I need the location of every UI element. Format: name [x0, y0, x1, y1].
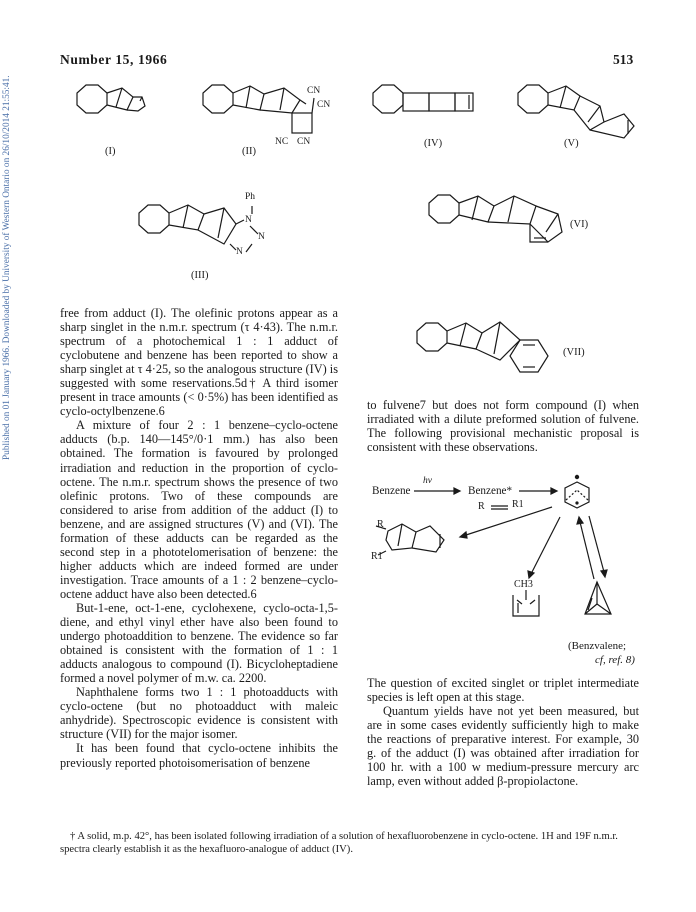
paragraph-quantum-yields: Quantum yields have not yet been measured, but are in some cases evidently sufficiently high to make the reactions of preparative interest. For example, 30 g. of the adduct (I) was obtained after irradiation for 100 hr. with a 100 w medium-pressure mercury arc lamp, even without added β-propiolactone.: [367, 704, 639, 789]
paragraph-other-olefins: But-1-ene, oct-1-ene, cyclohexene, cyclo-octa-1,5-diene, and ethyl vinyl ether have also been found to undergo photoaddition to benzene. The evidence so far obtained is consistent with the formation of 1 : 1 adducts analogous to compound (I). Bicycloheptadiene formed a novel polymer of m.w. ca. 2200.: [60, 600, 338, 686]
scheme-ref: cf, ref. 8): [595, 654, 635, 666]
scheme-adduct-r: R: [377, 519, 384, 530]
label-IV: (IV): [424, 138, 443, 149]
right-column-bottom: [367, 676, 639, 788]
journal-issue: Number 15, 1966: [60, 52, 168, 67]
scheme-benzene-excited: Benzene*: [468, 485, 513, 497]
label-VI: (VI): [570, 219, 589, 230]
label-I: (I): [105, 146, 116, 157]
nitrogen-2: N: [258, 232, 265, 242]
substituent-nc-bottom: NC: [275, 137, 289, 147]
substituent-ph: Ph: [245, 192, 256, 202]
nitrogen-3: N: [236, 247, 243, 257]
paragraph-inhibition: It has been found that cyclo-octene inhibits the previously reported photoisomerisation of benzene: [60, 741, 338, 770]
label-II: (II): [242, 146, 256, 157]
scheme-benzene: Benzene: [372, 485, 411, 497]
scheme-adduct-r1: R1: [371, 551, 383, 562]
scheme-ch3: CH3: [514, 579, 533, 590]
scheme-olefin-r1: R1: [512, 499, 524, 510]
paragraph-excited-state: The question of excited singlet or triplet intermediate species is left open at this stage.: [367, 676, 639, 705]
scheme-benzvalene: (Benzvalene;: [568, 640, 627, 652]
substituent-cn-top: CN: [307, 86, 321, 96]
download-notice: Published on 01 January 1966. Downloaded by University of Western Ontario on 26/10/2014 21:55:41.: [2, 75, 12, 460]
label-V: (V): [564, 138, 579, 149]
paragraph-fulvene: to fulvene7 but does not form compound (I) when irradiated with a dilute preformed solution of fulvene. The following provisional mechanistic proposal is consistent with these observations.: [367, 398, 639, 455]
paragraph-naphthalene: Naphthalene forms two 1 : 1 photoadducts with cyclo-octene (but no photoadduct with maleic anhydride). Spectroscopic evidence is consistent with structure (VII) for the major isomer.: [60, 685, 338, 742]
label-VII: (VII): [563, 347, 585, 358]
substituent-cn-bottom: CN: [297, 137, 311, 147]
substituent-cn-right: CN: [317, 100, 331, 110]
scheme-hv: hν: [423, 476, 432, 486]
page-number: 513: [613, 52, 634, 67]
label-III: (III): [191, 270, 209, 281]
nitrogen-1: N: [245, 215, 252, 225]
scheme-olefin-r: R: [478, 501, 485, 512]
paragraph-adduct-nmr: free from adduct (I). The olefinic protons appear as a sharp singlet in the n.m.r. spectrum (τ 4·43). The n.m.r. spectrum of a photochemical 1 : 1 adduct of cyclobutene and benzene has been reported to show a sharp singlet at τ 4·25, so the analogous structure (IV) is suggested with some reservations.5d† A third isomer present in trace amounts (< 0·5%) has been identified as cyclo-octylbenzene.6: [60, 306, 338, 419]
paragraph-2-1-adducts: A mixture of four 2 : 1 benzene–cyclo-octene adducts (b.p. 140—145°/0·1 mm.) has also been obtained. The formation is favoured by prolonged irradiation and reduction in the proportion of cyclo-octene. The n.m.r. spectrum shows the presence of two olefinic protons. Two of these compounds are considered to arise from addition of the adduct (I) to benzene, and are assigned structures (V) and (VI). The formation of these adducts can be regarded as the second step in a phototelomerisation of benzene: the higher adducts which are indeed formed are under investigation. Trace amounts of a 1 : 2 benzene–cyclo-octene adduct have also been detected.6: [60, 418, 338, 601]
footnote: † A solid, m.p. 42°, has been isolated following irradiation of a solution of hexafluorobenzene in cyclo-octene. 1H and 19F n.m.r. spectra clearly establish it as the hexafluoro-analogue of adduct (IV).: [60, 831, 618, 855]
